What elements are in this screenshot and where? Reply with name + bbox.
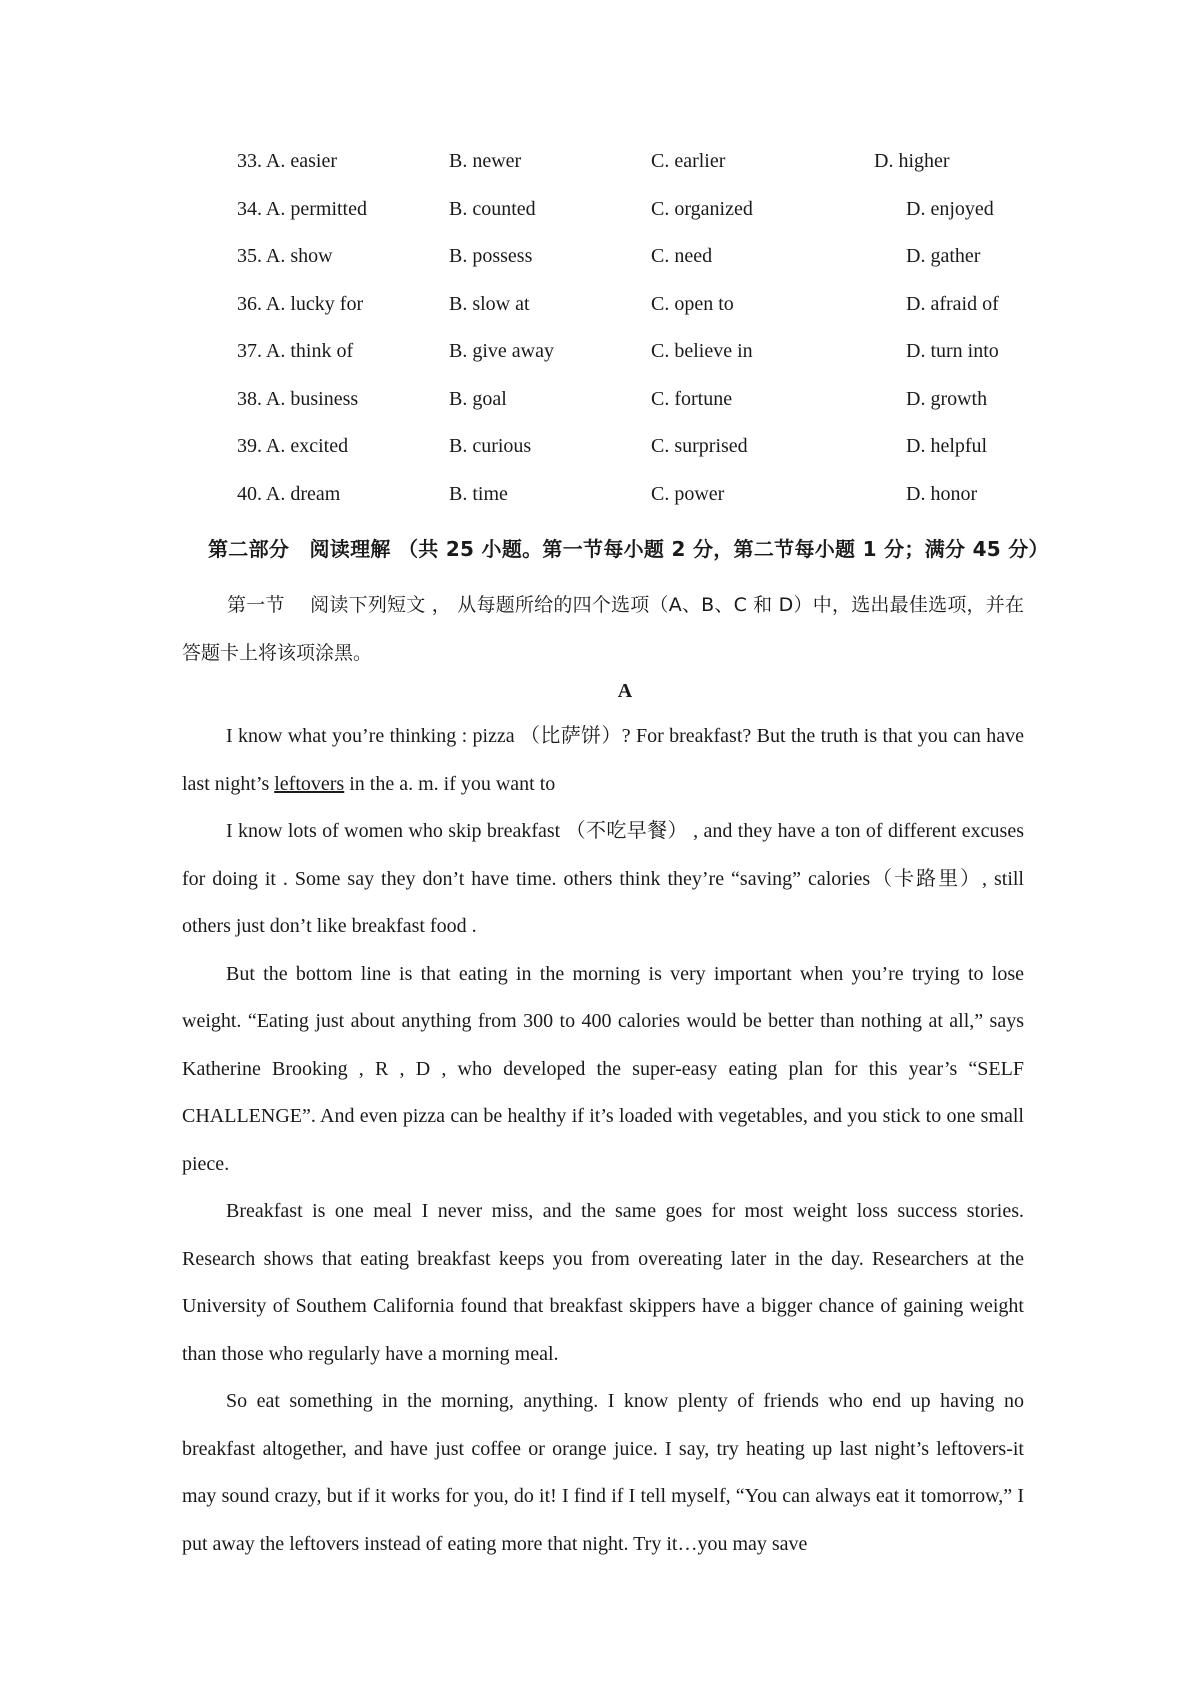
option-d-39: D. helpful: [906, 435, 988, 457]
option-row-40: [0, 483, 1200, 531]
option-row-34: [0, 198, 1200, 246]
option-a-35: 35. A. show: [237, 245, 333, 267]
option-b-40: B. time: [449, 482, 508, 505]
section-instruction: 第一节 阅读下列短文 ， 从每题所给的四个选项（A、B、C 和 D）中，选出最佳选项，并在答题卡上将该项涂黑。: [182, 594, 1024, 664]
option-d-37: D. turn into: [906, 340, 999, 362]
option-c-40: C. power: [651, 482, 725, 505]
option-row-36: [0, 293, 1200, 341]
option-d-36: D. afraid of: [906, 292, 999, 315]
answer-options-list: [0, 150, 1200, 530]
paragraph-5: So eat something in the morning, anything. I know plenty of friends who end up having no breakfast altogether, and have just coffee or orange juice. I say, try heating up last night’s leftovers-it may sound crazy, but if it works for you, do it! I find if I tell myself, “You can always eat it tomorrow,” I put away the leftovers instead of eating more that night. Try it…you may save: [182, 1390, 1024, 1555]
option-row-37: [0, 340, 1200, 388]
option-d-33: D. higher: [874, 150, 950, 172]
option-a-39: 39. A. excited: [237, 435, 349, 457]
option-a-34: 34. A. permitted: [237, 197, 367, 220]
option-c-37: C. believe in: [651, 340, 753, 362]
passage-title: A: [617, 680, 633, 702]
option-row-35: [0, 245, 1200, 293]
option-c-36: C. open to: [651, 292, 734, 315]
option-a-37: 37. A. think of: [237, 340, 354, 362]
option-a-36: 36. A. lucky for: [237, 292, 364, 315]
option-a-33: 33. A. easier: [237, 150, 337, 172]
option-d-34: D. enjoyed: [906, 197, 994, 220]
option-b-35: B. possess: [449, 245, 533, 267]
option-b-36: B. slow at: [449, 292, 530, 315]
option-c-34: C. organized: [651, 197, 753, 220]
option-a-38: 38. A. business: [237, 387, 359, 410]
paragraph-2: I know lots of women who skip breakfast （不吃早餐） , and they have a ton of different excuses for doing it . Some say they don’t have time. others think they’re “saving” calories（卡路里）, still others just don’t like breakfast food .: [182, 820, 1024, 937]
option-c-38: C. fortune: [651, 387, 733, 410]
option-c-39: C. surprised: [651, 435, 748, 457]
paragraph-4: Breakfast is one meal I never miss, and the same goes for most weight loss success stories. Research shows that eating breakfast keeps you from overeating later in the day. Researchers at the University of Southem California found that breakfast skippers have a bigger chance of gaining weight than those who regularly have a morning meal.: [182, 1200, 1024, 1365]
paragraph-1: I know what you’re thinking : pizza （比萨饼）? For breakfast? But the truth is that you can have last night’s leftovers in the a. m. if you want to: [182, 725, 1024, 795]
option-b-34: B. counted: [449, 197, 536, 220]
option-b-33: B. newer: [449, 150, 522, 172]
option-row-33: [0, 150, 1200, 198]
option-d-40: D. honor: [906, 482, 978, 505]
option-row-39: [0, 435, 1200, 483]
option-c-33: C. earlier: [651, 150, 726, 172]
option-b-39: B. curious: [449, 435, 532, 457]
option-b-37: B. give away: [449, 340, 554, 362]
paragraph-3: But the bottom line is that eating in the morning is very important when you’re trying to lose weight. “Eating just about anything from 300 to 400 calories would be better than nothing at all,” says Katherine Brooking , R , D , who developed the super-easy eating plan for this year’s “SELF CHALLENGE”. And even pizza can be healthy if it’s loaded with vegetables, and you stick to one small piece.: [182, 962, 1024, 1175]
option-a-40: 40. A. dream: [237, 482, 341, 505]
option-c-35: C. need: [651, 245, 713, 267]
option-b-38: B. goal: [449, 387, 507, 410]
option-d-35: D. gather: [906, 245, 981, 267]
option-row-38: [0, 388, 1200, 436]
passage-body: [182, 713, 1024, 1568]
section-heading: 第二部分 阅读理解 （共 25 小题。第一节每小题 2 分，第二节每小题 1 分；满分 45 分）: [208, 537, 1049, 561]
option-d-38: D. growth: [906, 387, 988, 410]
underlined-word: leftovers: [274, 772, 345, 795]
